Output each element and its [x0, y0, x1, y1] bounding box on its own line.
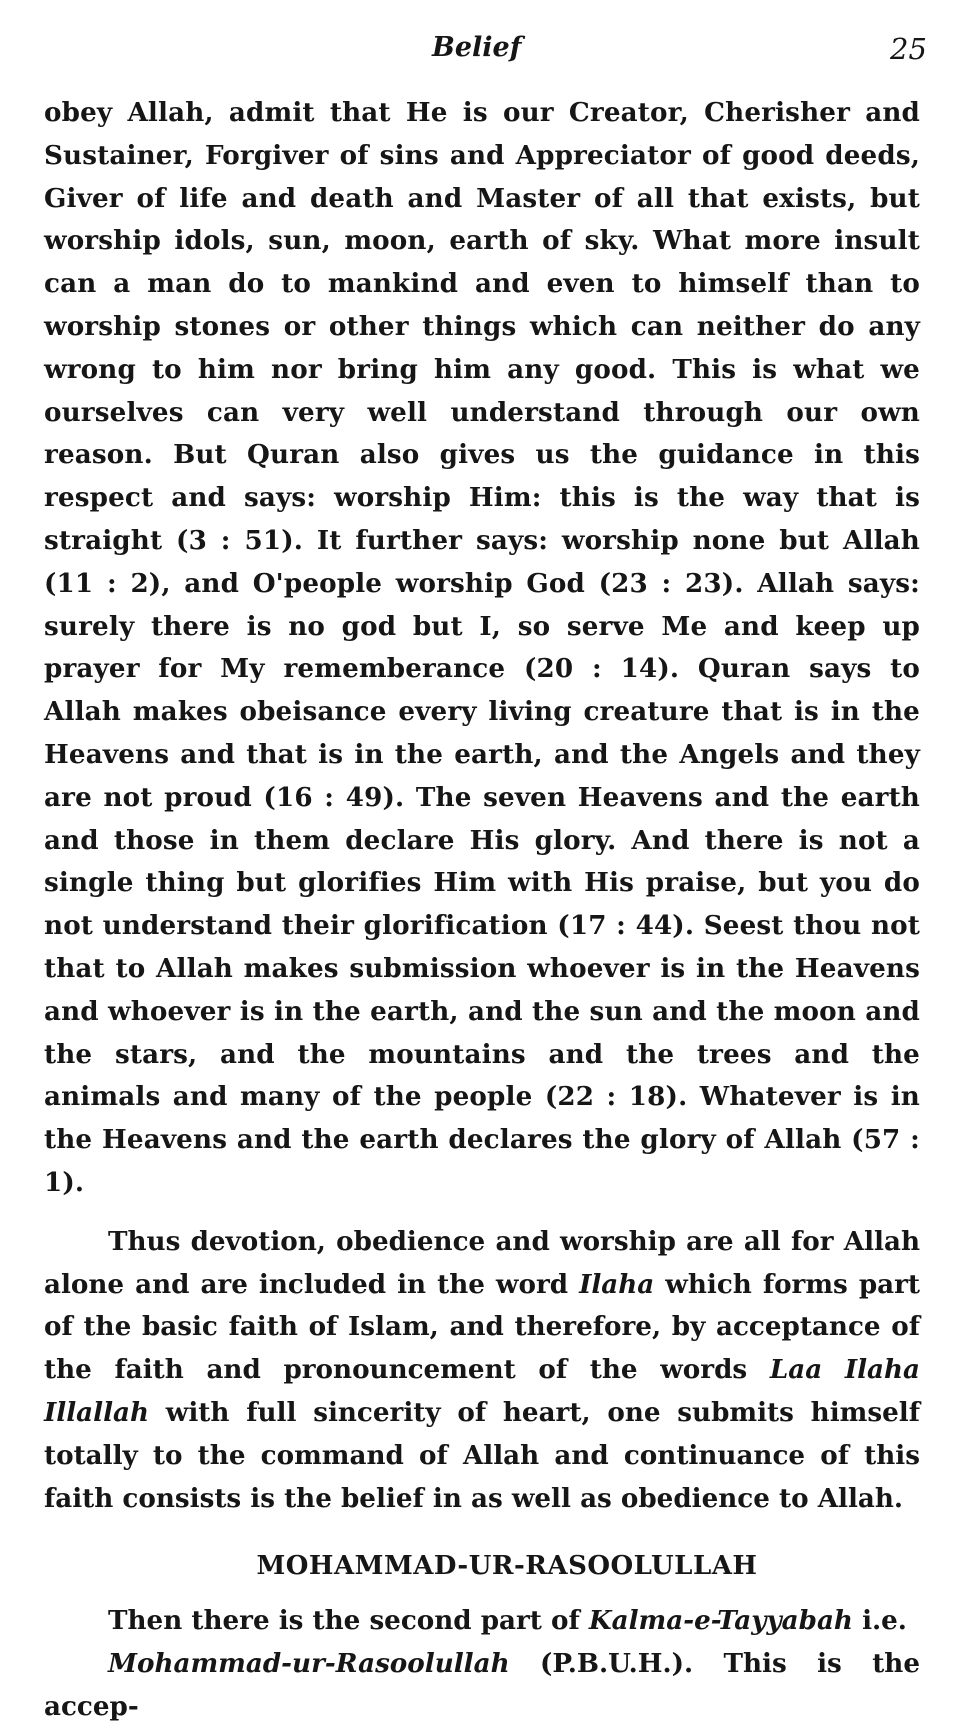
body-text	[44, 92, 920, 1729]
italic-term: Ilaha	[579, 1268, 655, 1300]
paragraph-line	[44, 1643, 920, 1729]
paragraph-text: i.e.	[852, 1605, 907, 1637]
paragraph-text: which forms part of the basic faith of Islam, and therefore, by acceptance of the faith and pronouncement of the words	[44, 1268, 920, 1386]
running-head	[0, 26, 960, 76]
paragraph-text: Thus devotion, obedience and worship are all for Allah alone and are included in the word	[44, 1225, 920, 1300]
paragraph-text: with full sincerity of heart, one submits himself totally to the command of Allah and continuance of this faith consists is the belief in as well as obedience to Allah.	[44, 1396, 920, 1514]
paragraph-second-part	[44, 1600, 920, 1728]
page-number: 25	[890, 32, 927, 66]
paragraph-text: Then there is the second part of	[108, 1605, 589, 1637]
paragraph-devotion	[44, 1221, 920, 1521]
running-title: Belief	[432, 32, 522, 63]
paragraph-belief-continued: obey Allah, admit that He is our Creator, Cherisher and Sustainer, Forgiver of sins and Appreciator of good deeds, Giver of life and death and Master of all that exists, but worship idols, sun, moon, earth of sky. What more insult can a man do to mankind and even to himself than to worship stones or other things which can neither do any wrong to him nor bring him any good. This is what we ourselves can very well understand through our own reason. But Quran also gives us the guidance in this respect and says: worship Him: this is the way that is straight (3 : 51). It further says: worship none but Allah (11 : 2), and O'people worship God (23 : 23). Allah says: surely there is no god but I, so serve Me and keep up prayer for My rememberance (20 : 14). Quran says to Allah makes obeisance every living creature that is in the Heavens and that is in the earth, and the Angels and they are not proud (16 : 49). The seven Heavens and the earth and those in them declare His glory. And there is not a single thing but glorifies Him with His praise, but you do not understand their glorification (17 : 44). Seest thou not that to Allah makes submission whoever is in the Heavens and whoever is in the earth, and the sun and the moon and the stars, and the mountains and the trees and the animals and many of the people (22 : 18). Whatever is in the Heavens and the earth declares the glory of Allah (57 : 1).	[44, 97, 920, 1198]
section-heading: MOHAMMAD-UR-RASOOLULLAH	[256, 1551, 758, 1582]
italic-term: Laa Ilaha Illallah	[44, 1354, 921, 1428]
italic-term: Mohammad-ur-Rasoolullah	[108, 1648, 510, 1680]
italic-term: Kalma-e-Tayyabah	[588, 1605, 853, 1637]
paragraph-text: (P.B.U.H.). This is the accep-	[44, 1648, 920, 1722]
paragraph-line	[44, 1600, 920, 1643]
